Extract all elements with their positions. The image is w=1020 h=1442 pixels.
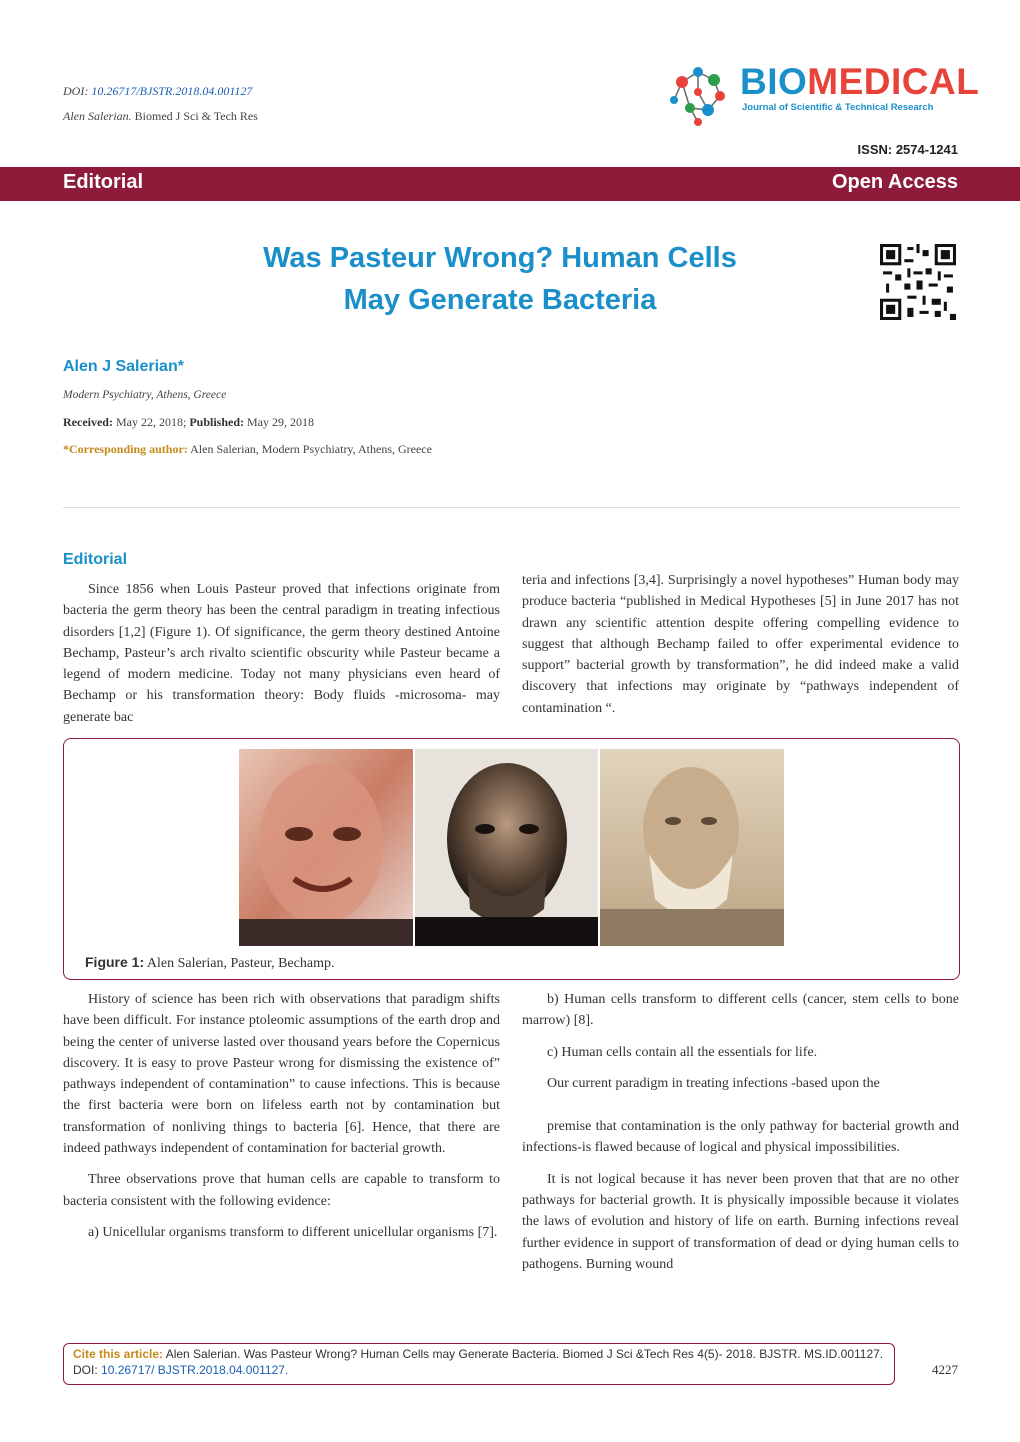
paragraph: Our current paradigm in treating infections -based upon the — [547, 1075, 880, 1091]
logo-word-medical: MEDICAL — [807, 61, 980, 102]
citation-body: Alen Salerian. Was Pasteur Wrong? Human Cells may Generate Bacteria. Biomed J Sci &Tech Res 4(5)- 2018. BJSTR. MS.ID.001127. DOI: — [73, 1347, 884, 1377]
doi-line — [63, 84, 252, 99]
title-line-2: May Generate Bacteria — [343, 284, 657, 316]
portrait-alen-salerian — [239, 749, 413, 946]
portrait-pasteur — [415, 749, 598, 946]
corresponding-label: *Corresponding author: — [63, 442, 188, 456]
figure-portraits — [239, 749, 784, 946]
doi-link[interactable]: 10.26717/BJSTR.2018.04.001127 — [91, 84, 253, 98]
section-heading: Editorial — [63, 551, 128, 568]
molecule-logo-icon — [668, 60, 738, 130]
body-column-left-bottom — [63, 989, 500, 1243]
paragraph: It is not logical because it has never been proven that that are no other pathways for bacterial growth. It is physically impossible because it violates the laws of evolution and history of life on earth. Burning infections reveal further evidence in support of transformation of dead or dying human cells to pathogens. Burning wound — [522, 1171, 959, 1272]
divider — [63, 507, 960, 508]
banner-open-access: Open Access — [832, 171, 958, 193]
section-banner — [0, 167, 1020, 201]
portrait-bechamp — [600, 749, 784, 946]
paragraph: teria and infections [3,4]. Surprisingly a novel hypotheses” Human body may produce bacteria “published in Medical Hypotheses [5] in June 2017 has not drawn any scientific attention despite offering compelling evidence to suggest that although Bechamp failed to offer experimental evidence to support” bacterial growth by transformation”, he did indeed make a valid discovery that infections may originate by “pathways independent of contamination “. — [522, 573, 959, 716]
paragraph: premise that contamination is the only pathway for bacterial growth and infections-is flawed because of logical and physical impossibilities. — [522, 1119, 959, 1156]
citation-doi-link[interactable]: 10.26717/ BJSTR.2018.04.001127. — [101, 1363, 289, 1377]
author-name: Alen J Salerian* — [63, 358, 184, 375]
issn: ISSN: 2574-1241 — [857, 142, 958, 157]
figure-image — [239, 749, 784, 946]
list-item: b) Human cells transform to different cells (cancer, stem cells to bone marrow) [8]. — [522, 992, 959, 1029]
logo-wordmark — [740, 62, 979, 102]
author-affiliation: Modern Psychiatry, Athens, Greece — [63, 389, 227, 401]
published-label: Published: — [189, 415, 245, 429]
paragraph: Three observations prove that human cells are capable to transform to bacteria consistent with the following evidence: — [63, 1172, 500, 1209]
byline — [63, 109, 258, 124]
title-line-1: Was Pasteur Wrong? Human Cells — [263, 242, 737, 274]
citation-text — [73, 1346, 893, 1378]
logo-subtitle: Journal of Scientific & Technical Research — [742, 102, 934, 113]
received-date: May 22, 2018; — [115, 415, 187, 429]
received-label: Received: — [63, 415, 113, 429]
body-column-right-bottom — [522, 989, 959, 1275]
paragraph: Since 1856 when Louis Pasteur proved that infections originate from bacteria the germ theory has been the central paradigm in treating infectious disorders [1,2] (Figure 1). Of significance, the germ theory destined Antoine Bechamp, Pasteur’s arch rivalto scientific obscurity while Pasteur became a legend of modern medicine. Today not many physicians even heard of Bechamp or his transformation theory: Body fluids -microsoma- may generate bac — [63, 582, 500, 725]
logo-word-bio: BIO — [740, 61, 808, 102]
list-item: c) Human cells contain all the essentials for life. — [547, 1044, 818, 1060]
article-title — [200, 237, 800, 321]
corresponding-author — [63, 442, 432, 457]
corresponding-text: Alen Salerian, Modern Psychiatry, Athens, Greece — [190, 442, 432, 456]
body-column-right-top — [522, 570, 959, 719]
paragraph: History of science has been rich with observations that paradigm shifts have been difficult. For instance ptoleomic assumptions of the earth drop and being the center of universe lasted over thousand years before the Copernicus discovery. It is easy to prove Pasteur wrong for dismissing the existence of” pathways independent of contamination” to cause infections. This is because the first bacteria were born on lifeless earth not by contamination but transformation of nonliving things to bacteria [6]. Hence, that there are indeed pathways independent of contamination for bacterial growth. — [63, 992, 500, 1157]
body-column-left-top — [63, 579, 500, 728]
byline-journal: Biomed J Sci & Tech Res — [134, 109, 258, 123]
figure-label: Figure 1: — [85, 954, 145, 970]
qr-code-icon[interactable] — [880, 244, 956, 320]
figure-caption-text: Alen Salerian, Pasteur, Bechamp. — [146, 956, 335, 971]
byline-author: Alen Salerian. — [63, 109, 132, 123]
doi-label: DOI: — [63, 84, 89, 98]
figure-caption — [85, 954, 334, 972]
citation-label: Cite this article: — [73, 1347, 164, 1361]
page-number: 4227 — [932, 1362, 958, 1377]
list-item: a) Unicellular organisms transform to different unicellular organisms [7]. — [88, 1224, 498, 1240]
article-dates — [63, 415, 314, 430]
journal-logo — [668, 60, 980, 130]
published-date: May 29, 2018 — [247, 415, 315, 429]
banner-article-type: Editorial — [63, 171, 144, 193]
